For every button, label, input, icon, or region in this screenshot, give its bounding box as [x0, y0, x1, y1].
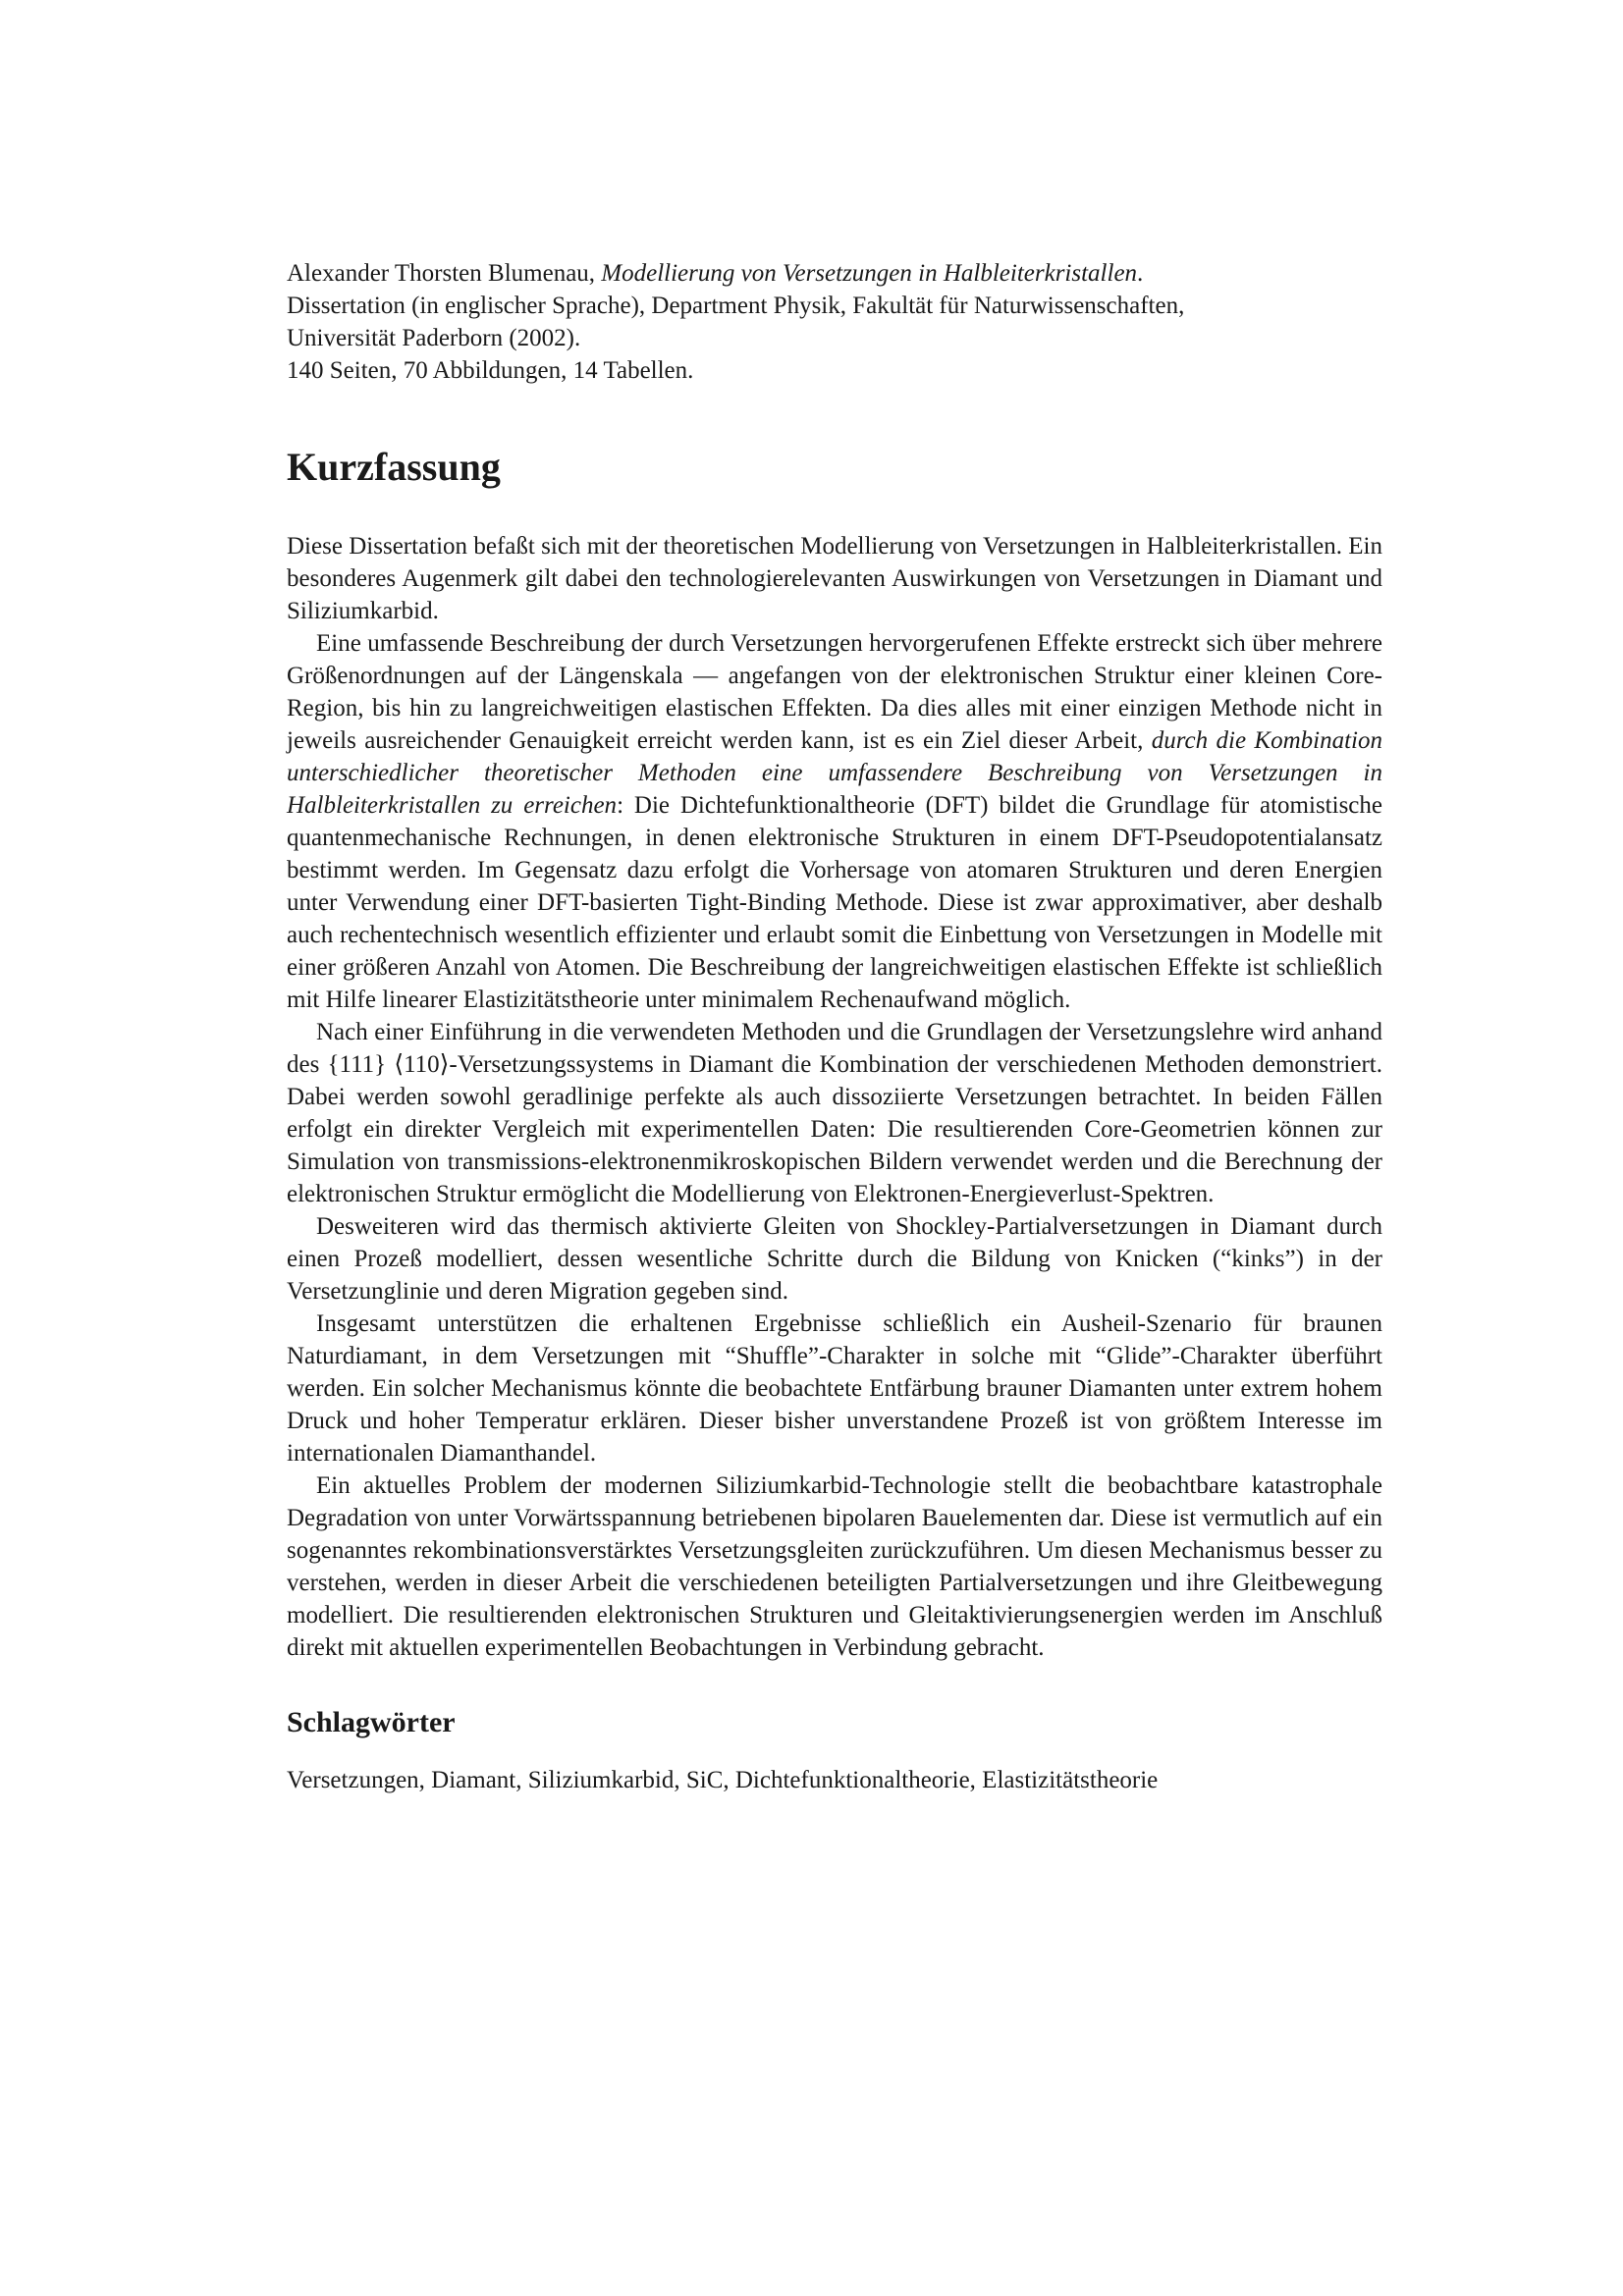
abstract-paragraph-1: Diese Dissertation befaßt sich mit der theoretischen Modellierung von Versetzungen in Halbleiterkristallen. Ein besonderes Augenmerk gilt dabei den technologierelevanten Auswirkungen von Versetzungen in Diamant und Siliziumkarbid. [287, 533, 1382, 624]
abstract-paragraph-3: Nach einer Einführung in die verwendeten Methoden und die Grundlagen der Versetzungslehre wird anhand des {111} ⟨110⟩-Versetzungssystems in Diamant die Kombination der verschiedenen Methoden demonstriert. Dabei werden sowohl geradlinige perfekte als auch dissoziierte Versetzungen betrachtet. In beiden Fällen erfolgt ein direkter Vergleich mit experimentellen Daten: Die resultierenden Core-Geometrien können zur Simulation von transmissions-elektronenmikroskopischen Bildern verwendet werden und die Berechnung der elektronischen Struktur ermöglicht die Modellierung von Elektronen-Energieverlust-Spektren. [287, 1019, 1382, 1207]
title-period: . [1137, 260, 1144, 287]
abstract-paragraph-6: Ein aktuelles Problem der modernen Siliziumkarbid-Technologie stellt die beobachtbare katastrophale Degradation von unter Vorwärtsspannung betriebenen bipolaren Bauelementen dar. Diese ist vermutlich auf ein sogenanntes rekombinationsverstärktes Versetzungsgleiten zurückzuführen. Um diesen Mechanismus besser zu verstehen, werden in dieser Arbeit die verschiedenen beteiligten Partialversetzungen und ihre Gleitbewegung modelliert. Die resultierenden elektronischen Strukturen und Gleitaktivierungsenergien werden im Anschluß direkt mit aktuellen experimentellen Beobachtungen in Verbindung gebracht. [287, 1472, 1382, 1661]
paragraph-2-text-a: Eine umfassende Beschreibung der durch Versetzungen hervorgerufenen Effekte erstreckt sich über mehrere Größenordnungen auf der Längenskala — angefangen von der elektronischen Struktur einer kleinen Core-Region, bis hin zu langreichweitigen elastischen Effekten. Da dies alles mit einer einzigen Methode nicht in jeweils ausreichender Genauigkeit erreicht werden kann, ist es ein Ziel dieser Arbeit, [287, 630, 1382, 754]
paragraph-2-text-c: : Die Dichtefunktionaltheorie (DFT) bildet die Grundlage für atomistische quantenmechanische Rechnungen, in denen elektronische Strukturen in einem DFT-Pseudopotentialansatz bestimmt werden. Im Gegensatz dazu erfolgt die Vorhersage von atomaren Strukturen und deren Energien unter Verwendung einer DFT-basierten Tight-Binding Methode. Diese ist zwar approximativer, aber deshalb auch rechentechnisch wesentlich effizienter und erlaubt somit die Einbettung von Versetzungen in Modelle mit einer größeren Anzahl von Atomen. Die Beschreibung der langreichweitigen elastischen Effekte ist schließlich mit Hilfe linearer Elastizitätstheorie unter minimalem Rechenaufwand möglich. [287, 792, 1382, 1013]
abstract-paragraph-2 [287, 627, 1382, 1016]
abstract-paragraph-4: Desweiteren wird das thermisch aktivierte Gleiten von Shockley-Partialversetzungen in Diamant durch einen Prozeß modelliert, dessen wesentliche Schritte durch die Bildung von Knicken (“kinks”) in der Versetzunglinie und deren Migration gegeben sind. [287, 1213, 1382, 1305]
citation-line [287, 257, 1382, 290]
section-heading-schlagwoerter: Schlagwörter [287, 1706, 456, 1738]
author-name: Alexander Thorsten Blumenau, [287, 260, 602, 287]
abstract-body [287, 530, 1382, 1664]
university-info: Universität Paderborn (2002). [287, 325, 581, 351]
paragraph-2-emphasis: durch die Kombination unterschiedlicher theoretischer Methoden eine umfassendere Beschreibung von Versetzungen in Halbleiterkristallen zu erreichen [287, 727, 1382, 819]
abstract-paragraph-5: Insgesamt unterstützen die erhaltenen Ergebnisse schließlich ein Ausheil-Szenario für braunen Naturdiamant, in dem Versetzungen mit “Shuffle”-Charakter in solche mit “Glide”-Charakter überführt werden. Ein solcher Mechanismus könnte die beobachtete Entfärbung brauner Diamanten unter extrem hohem Druck und hoher Temperatur erklären. Dieser bisher unverstandene Prozeß ist von größtem Interesse im internationalen Diamanthandel. [287, 1310, 1382, 1467]
keywords-list: Versetzungen, Diamant, Siliziumkarbid, SiC, Dichtefunktionaltheorie, Elastizitätstheorie [287, 1767, 1159, 1793]
document-page [287, 257, 1382, 1796]
dissertation-info: Dissertation (in englischer Sprache), Department Physik, Fakultät für Naturwissenschaften, [287, 293, 1185, 319]
section-heading-kurzfassung: Kurzfassung [287, 445, 501, 489]
bibliographic-info [287, 257, 1382, 387]
thesis-title: Modellierung von Versetzungen in Halbleiterkristallen [601, 260, 1138, 287]
page-counts: 140 Seiten, 70 Abbildungen, 14 Tabellen. [287, 357, 694, 384]
